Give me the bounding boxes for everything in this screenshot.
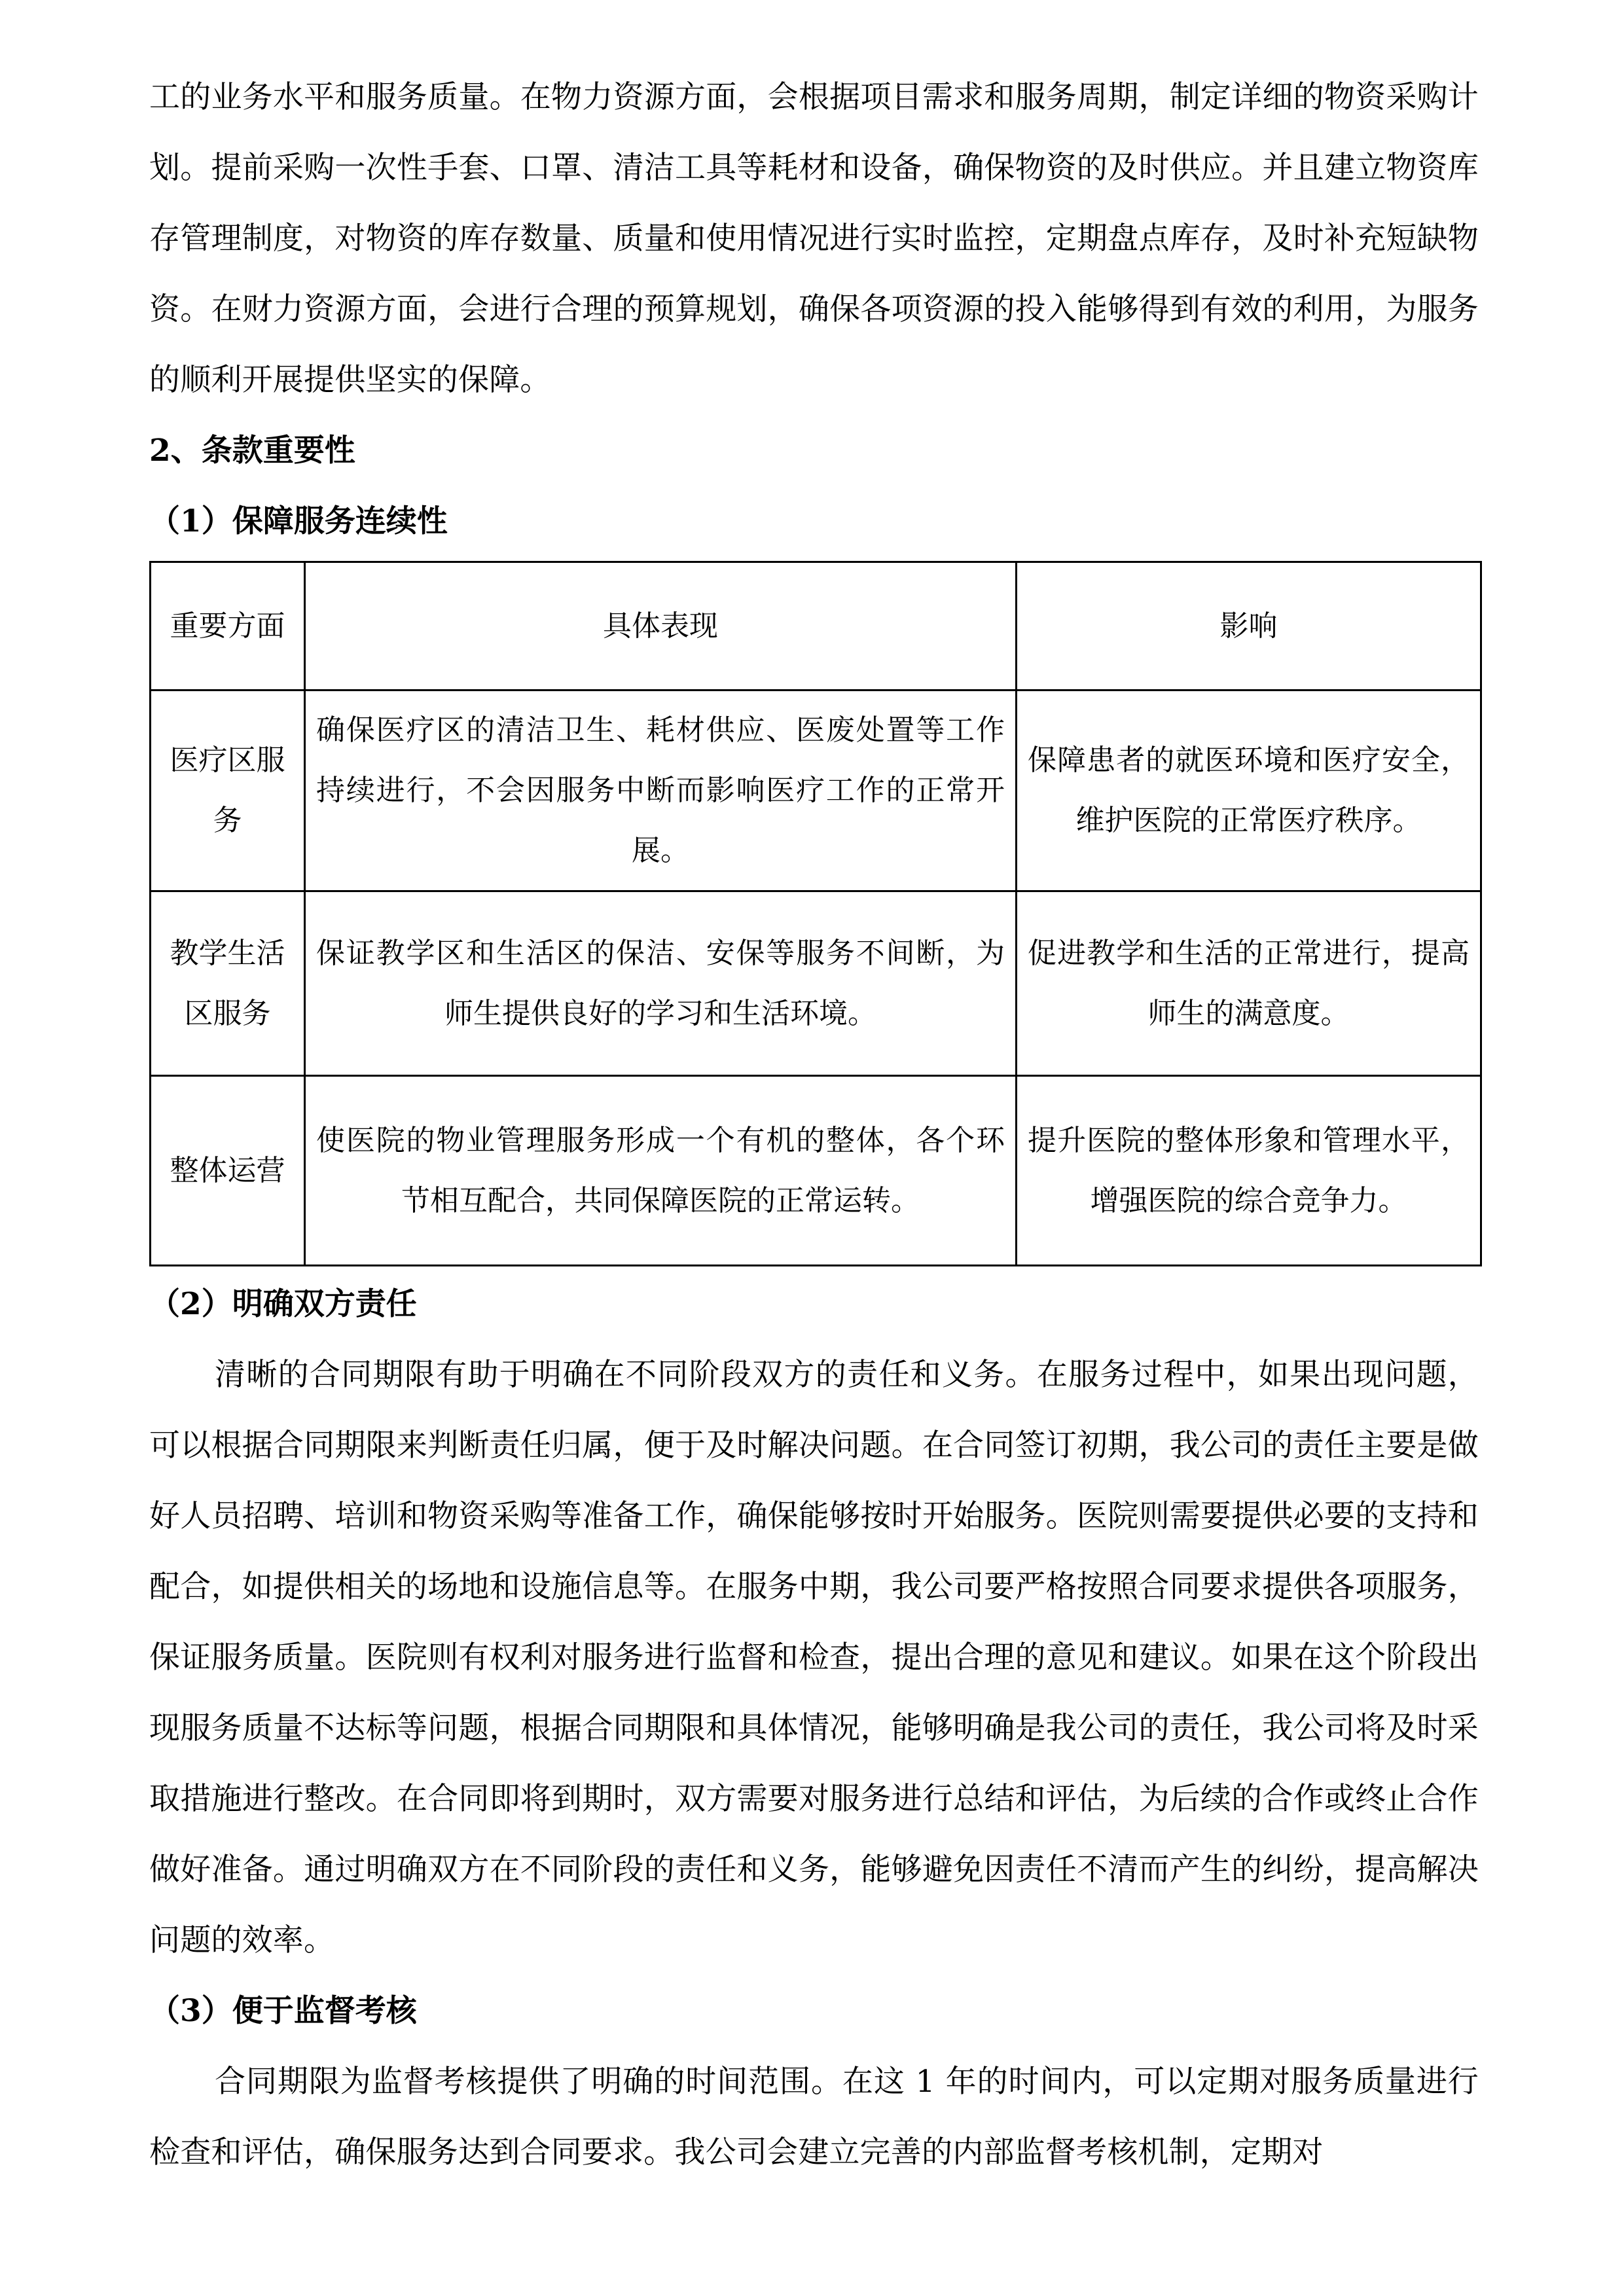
table-cell-impact bbox=[1017, 1076, 1481, 1266]
table-cell-impact-text: 提升医院的整体形象和管理水平，增强医院的综合竞争力。 bbox=[1028, 1123, 1470, 1217]
importance-table bbox=[149, 561, 1482, 1266]
table-cell-detail-text: 确保医疗区的清洁卫生、耗材供应、医废处置等工作持续进行，不会因服务中断而影响医疗工作的正常开展。 bbox=[316, 713, 1005, 867]
continued-paragraph: 工的业务水平和服务质量。在物力资源方面，会根据项目需求和服务周期，制定详细的物资采购计划。提前采购一次性手套、口罩、清洁工具等耗材和设备，确保物资的及时供应。并且建立物资库存管理制度，对物资的库存数量、质量和使用情况进行实时监控，定期盘点库存，及时补充短缺物资。在财力资源方面，会进行合理的预算规划，确保各项资源的投入能够得到有效的利用，为服务的顺利开展提供坚实的保障。 bbox=[149, 79, 1479, 398]
table-cell-aspect-text: 整体运营 bbox=[170, 1153, 285, 1187]
table-header-detail-label: 具体表现 bbox=[603, 609, 718, 643]
table-header-impact bbox=[1017, 562, 1481, 691]
subsection-heading-1: （1）保障服务连续性 bbox=[149, 503, 448, 539]
table-header-row bbox=[151, 562, 1481, 691]
table-cell-aspect bbox=[151, 1076, 305, 1266]
table-cell-detail bbox=[305, 1076, 1017, 1266]
table-row bbox=[151, 1076, 1481, 1266]
table-row bbox=[151, 691, 1481, 891]
table-cell-impact-text: 促进教学和生活的正常进行，提高师生的满意度。 bbox=[1028, 936, 1470, 1030]
section-heading-2: 2、条款重要性 bbox=[149, 433, 355, 469]
table-header-detail bbox=[305, 562, 1017, 691]
importance-table-wrapper bbox=[149, 561, 1479, 1266]
table-cell-impact-text: 保障患者的就医环境和医疗安全，维护医院的正常医疗秩序。 bbox=[1028, 744, 1470, 837]
table-cell-impact bbox=[1017, 891, 1481, 1076]
table-cell-aspect bbox=[151, 891, 305, 1076]
table-row bbox=[151, 891, 1481, 1076]
subsection-2-paragraph: 清晰的合同期限有助于明确在不同阶段双方的责任和义务。在服务过程中，如果出现问题，可以根据合同期限来判断责任归属，便于及时解决问题。在合同签订初期，我公司的责任主要是做好人员招聘、培训和物资采购等准备工作，确保能够按时开始服务。医院则需要提供必要的支持和配合，如提供相关的场地和设施信息等。在服务中期，我公司要严格按照合同要求提供各项服务，保证服务质量。医院则有权利对服务进行监督和检查，提出合理的意见和建议。如果在这个阶段出现服务质量不达标等问题，根据合同期限和具体情况，能够明确是我公司的责任，我公司将及时采取措施进行整改。在合同即将到期时，双方需要对服务进行总结和评估，为后续的合作或终止合作做好准备。通过明确双方在不同阶段的责任和义务，能够避免因责任不清而产生的纠纷，提高解决问题的效率。 bbox=[149, 1357, 1479, 1958]
subsection-3-paragraph: 合同期限为监督考核提供了明确的时间范围。在这 1 年的时间内，可以定期对服务质量进行检查和评估，确保服务达到合同要求。我公司会建立完善的内部监督考核机制，定期对 bbox=[149, 2064, 1479, 2170]
table-cell-impact bbox=[1017, 691, 1481, 891]
table-cell-detail-text: 保证教学区和生活区的保洁、安保等服务不间断，为师生提供良好的学习和生活环境。 bbox=[316, 936, 1005, 1030]
table-header-aspect-label: 重要方面 bbox=[170, 609, 285, 643]
table-cell-aspect-text: 医疗区服务 bbox=[170, 744, 285, 837]
table-cell-detail bbox=[305, 691, 1017, 891]
table-header-aspect bbox=[151, 562, 305, 691]
table-cell-aspect bbox=[151, 691, 305, 891]
table-cell-detail-text: 使医院的物业管理服务形成一个有机的整体，各个环节相互配合，共同保障医院的正常运转。 bbox=[316, 1123, 1005, 1217]
table-header-impact-label: 影响 bbox=[1219, 609, 1278, 643]
subsection-heading-3: （3）便于监督考核 bbox=[149, 1993, 417, 2029]
table-cell-aspect-text: 教学生活区服务 bbox=[170, 936, 285, 1030]
subsection-heading-2: （2）明确双方责任 bbox=[149, 1286, 417, 1322]
table-cell-detail bbox=[305, 891, 1017, 1076]
